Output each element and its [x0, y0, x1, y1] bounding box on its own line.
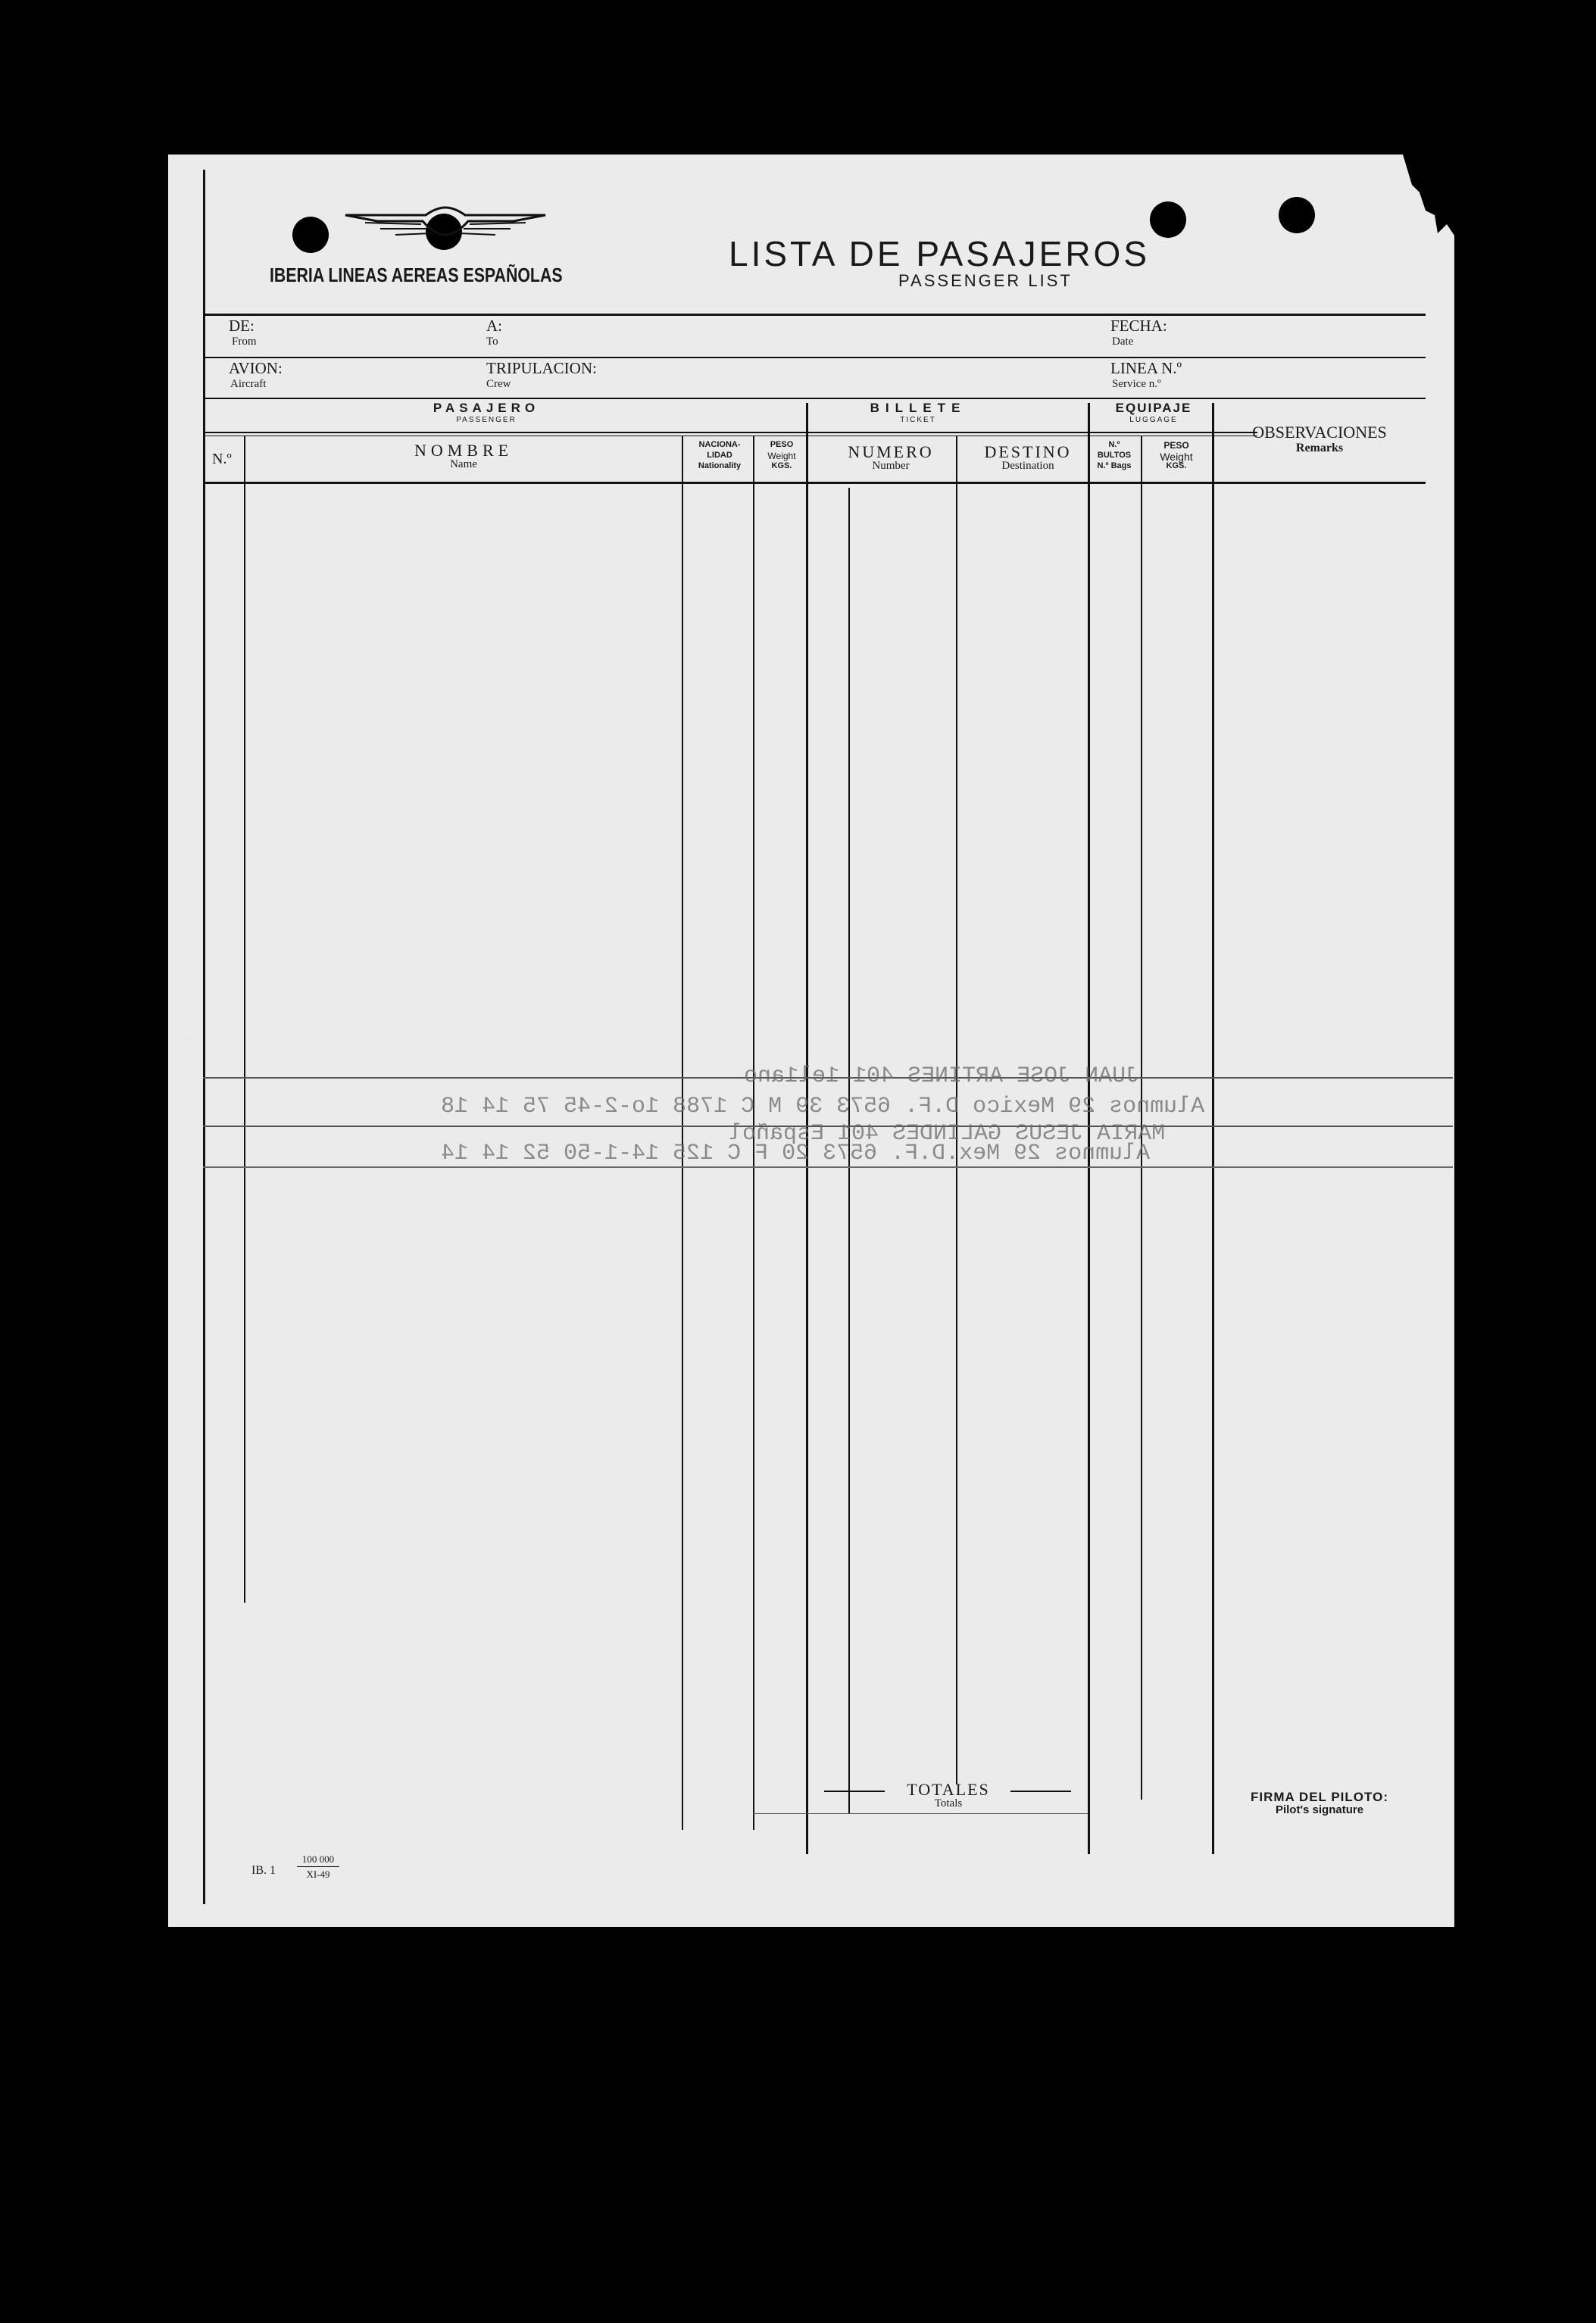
passenger-group-label: PASAJERO [433, 401, 540, 415]
crew-sublabel: Crew [486, 378, 511, 390]
header-rule [203, 482, 1426, 484]
pilot-signature-label: FIRMA DEL PILOTO: [1251, 1790, 1388, 1804]
ghost-row-text: Alumnos 29 Mexico D.F. 6573 39 M C 1788 1o-2-45 75 14 18 [441, 1094, 1205, 1119]
column-remarks-header: OBSERVACIONES [1252, 423, 1387, 442]
form-code: IB. 1 [251, 1864, 276, 1877]
totals-sublabel: Totals [934, 1797, 963, 1809]
column-name-header: NOMBRE [414, 441, 514, 460]
margin-arrow-icon: ← [177, 1024, 197, 1047]
service-label: LINEA N.º [1110, 359, 1182, 377]
from-sublabel: From [232, 336, 257, 348]
punch-hole [292, 217, 329, 253]
column-weight-header-2: Weight [767, 451, 796, 461]
ticket-group-label: BILLETE [870, 401, 967, 415]
punch-hole [1279, 197, 1315, 233]
header-rule [203, 432, 1257, 433]
page-title: LISTA DE PASAJEROS [729, 234, 1151, 273]
column-remarks-subheader: Remarks [1295, 442, 1344, 454]
passenger-group-sublabel: PASSENGER [456, 416, 517, 424]
page-subtitle: PASSENGER LIST [898, 271, 1073, 290]
field-rule [203, 314, 1426, 316]
to-sublabel: To [486, 336, 498, 348]
column-bags-subheader: N.º Bags [1097, 461, 1132, 470]
totals-arrow-right [1010, 1791, 1071, 1792]
column-bag-weight-header-2: Weight [1160, 451, 1193, 463]
column-number-header: N.º [212, 451, 232, 467]
column-bags-header: N.º [1108, 440, 1120, 449]
column-ticket-number-header: NUMERO [848, 442, 934, 461]
print-fraction-rule [297, 1866, 339, 1867]
airline-name: IBERIA LINEAS AEREAS ESPAÑOLAS [270, 264, 563, 286]
column-bag-weight-subheader: KGS. [1166, 461, 1187, 470]
column-nationality-header-2: LIDAD [707, 451, 732, 460]
totals-rule [753, 1813, 1088, 1814]
print-run: 100 000 [301, 1853, 335, 1865]
date-sublabel: Date [1112, 336, 1134, 348]
ticket-group-sublabel: TICKET [900, 416, 936, 424]
totals-arrow-left [824, 1791, 885, 1792]
luggage-group-sublabel: LUGGAGE [1129, 416, 1178, 424]
column-destination-subheader: Destination [1001, 460, 1054, 472]
column-weight-subheader: KGS. [771, 461, 792, 470]
aircraft-label: AVION: [229, 359, 283, 377]
crew-label: TRIPULACION: [486, 359, 597, 377]
column-rule [1212, 403, 1214, 1854]
column-weight-header: PESO [770, 440, 794, 449]
column-bags-header-2: BULTOS [1097, 451, 1132, 460]
column-nationality-subheader: Nationality [698, 461, 742, 470]
field-rule [203, 357, 1426, 358]
aircraft-sublabel: Aircraft [230, 378, 267, 390]
column-rule [244, 436, 245, 1603]
ghost-row-text: MARIA JESUS GALINDES 401 Español [729, 1121, 1166, 1147]
iberia-winged-logo-icon [342, 205, 548, 250]
column-rule [682, 436, 683, 1830]
punch-hole [1150, 201, 1186, 238]
ghost-row-text: JUAN JOSE ARTINES 401 1el1ano [744, 1063, 1140, 1089]
from-label: DE: [229, 317, 255, 335]
column-ticket-number-subheader: Number [872, 460, 910, 472]
column-name-subheader: Name [450, 458, 477, 470]
print-date: XI-49 [306, 1869, 330, 1880]
ghost-row-text: Alumnos 29 Mex.D.F. 6573 20 F C 125 14-1-50 52 14 14 [441, 1141, 1151, 1166]
field-rule [203, 398, 1426, 399]
ghost-row-rule [203, 1166, 1453, 1168]
column-nationality-header: NACIONA- [698, 440, 741, 449]
totals-label: TOTALES [907, 1780, 990, 1799]
luggage-group-label: EQUIPAJE [1115, 401, 1192, 415]
column-bag-weight-header: PESO [1163, 440, 1189, 451]
left-border-rule [203, 170, 205, 1904]
to-label: A: [486, 317, 502, 335]
pilot-signature-sublabel: Pilot's signature [1275, 1803, 1364, 1816]
passenger-list-form [168, 155, 1454, 1927]
torn-corner [1403, 155, 1456, 245]
service-sublabel: Service n.º [1112, 378, 1161, 390]
column-destination-header: DESTINO [984, 442, 1072, 461]
date-label: FECHA: [1110, 317, 1167, 335]
